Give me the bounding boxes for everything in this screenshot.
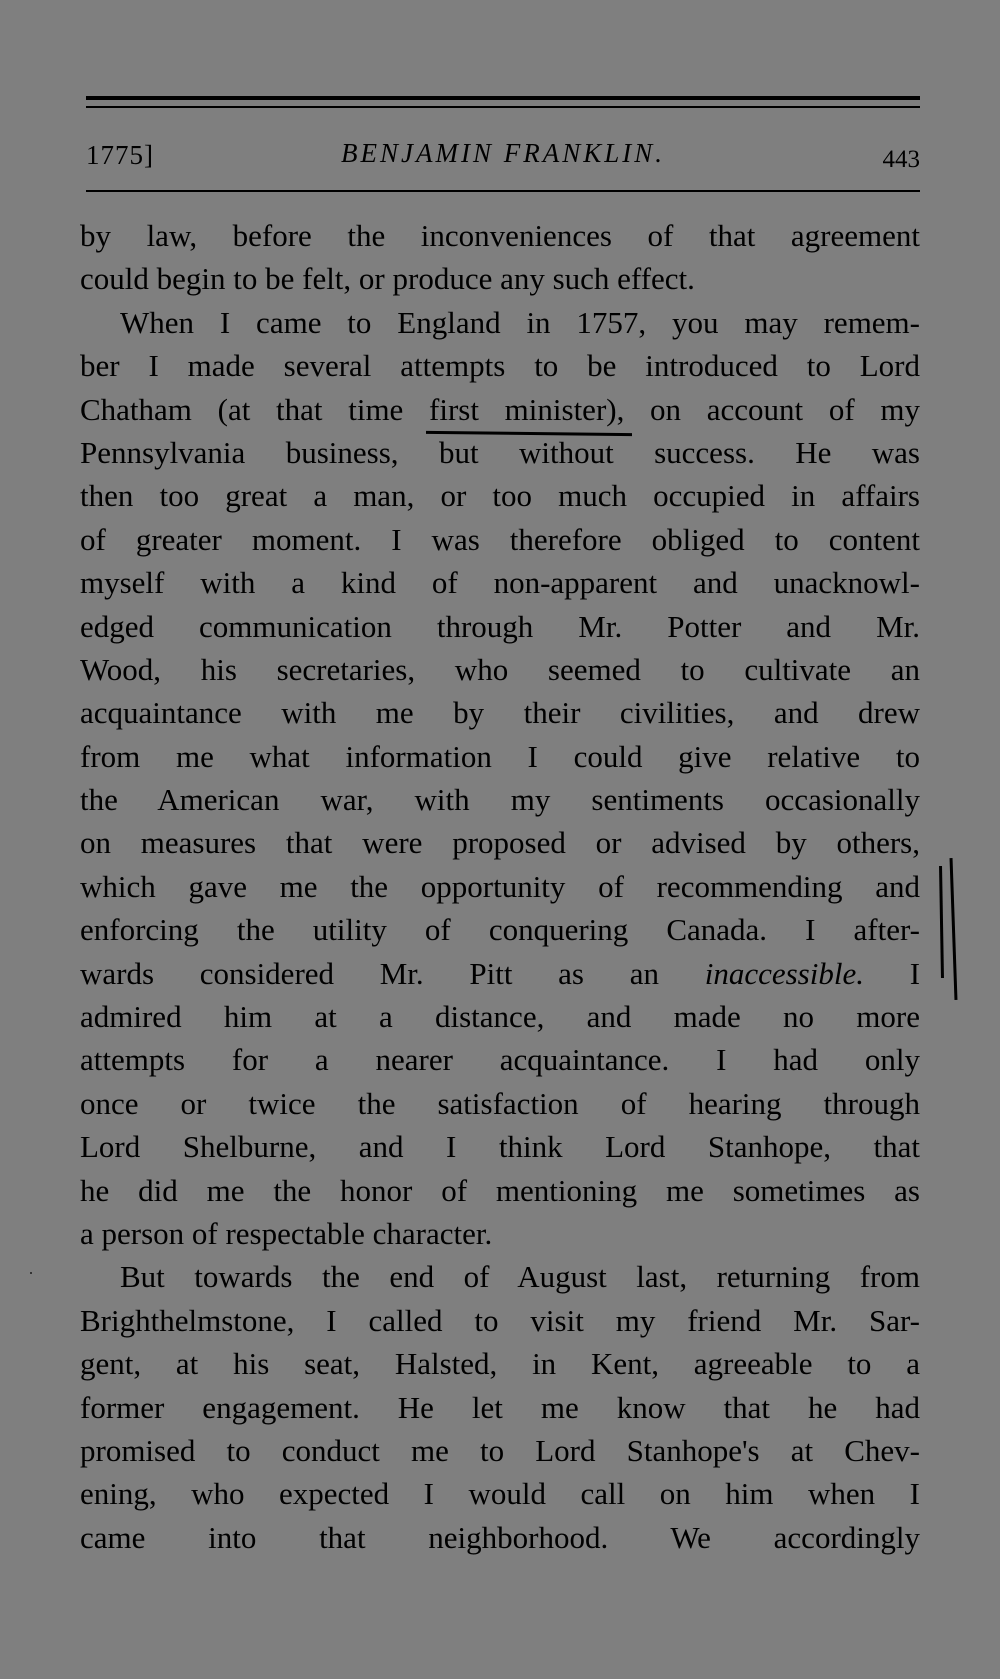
text-line: attempts for a nearer acquaintance. I had only [80,1042,920,1078]
text-line: ber I made several attempts to be introduced to Lord [80,348,920,384]
text-line: former engagement. He let me know that he had [80,1389,920,1425]
line-text: wards considered Mr. Pitt as an [80,955,659,991]
text-line: came into that neighborhood. We accordingly [80,1519,920,1555]
text-line: edged communication through Mr. Potter and Mr. [80,608,920,644]
paper-speck [30,1272,32,1274]
header-double-rule-top [86,96,920,100]
text-line: Brighthelmstone, I called to visit my friend Mr. Sar- [80,1302,920,1338]
text-line: then too great a man, or too much occupied in affairs [80,478,920,514]
running-header [86,136,920,176]
text-line: which gave me the opportunity of recommending and [80,868,920,904]
margin-pencil-mark [950,858,958,1000]
header-year: 1775] [86,140,154,170]
text-line: of greater moment. I was therefore obliged to content [80,521,920,557]
text-line: he did me the honor of mentioning me sometimes as [80,1172,920,1208]
margin-pencil-mark [939,866,944,978]
text-line: promised to conduct me to Lord Stanhope's at Chev- [80,1432,920,1468]
text-line: a person of respectable character. [80,1215,493,1251]
text-line: once or twice the satisfaction of hearing through [80,1085,920,1121]
text-line: Wood, his secretaries, who seemed to cultivate an [80,651,920,687]
text-line: Chatham (at that time first minister), on account of my [80,391,920,427]
text-line: could begin to be felt, or produce any such effect. [80,261,695,297]
text-line: on measures that were proposed or advised by others, [80,825,920,861]
text-line: admired him at a distance, and made no more [80,999,920,1035]
header-title: BENJAMIN FRANKLIN. [341,138,665,168]
page-body-text [80,214,920,1559]
text-line: But towards the end of August last, returning from [120,1259,920,1295]
header-double-rule-bottom [86,106,920,108]
text-line: from me what information I could give relative to [80,738,920,774]
line-tail: I [909,955,921,991]
page-number: 443 [882,146,920,173]
text-line: When I came to England in 1757, you may remem- [120,304,920,340]
text-line: Lord Shelburne, and I think Lord Stanhope, that [80,1129,920,1165]
text-line: Pennsylvania business, but without success. He was [80,434,920,470]
text-line: gent, at his seat, Halsted, in Kent, agreeable to a [80,1346,920,1382]
text-line: ening, who expected I would call on him when I [80,1476,920,1512]
header-underline-rule [86,190,920,192]
text-line: the American war, with my sentiments occasionally [80,782,920,818]
text-line: myself with a kind of non-apparent and unacknowl- [80,565,920,601]
text-line: enforcing the utility of conquering Canada. I after- [80,912,920,948]
text-line: by law, before the inconveniences of that agreement [80,218,920,253]
text-line: acquaintance with me by their civilities, and drew [80,695,920,731]
text-line-with-italic [80,952,920,995]
italic-word: inaccessible. [704,955,864,991]
